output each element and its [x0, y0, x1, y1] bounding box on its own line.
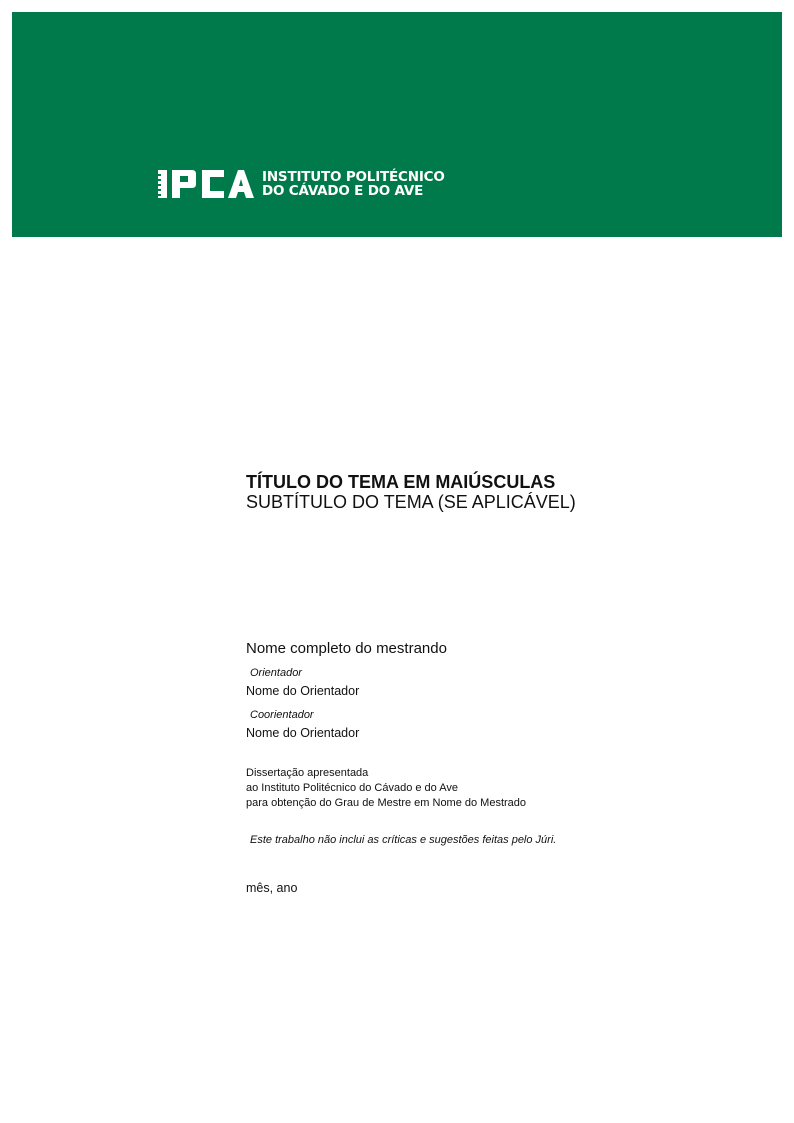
date: mês, ano	[246, 881, 298, 895]
student-name: Nome completo do mestrando	[246, 640, 447, 657]
thesis-subtitle: SUBTÍTULO DO TEMA (SE APLICÁVEL)	[246, 492, 576, 512]
advisor-label: Orientador	[250, 667, 302, 679]
dissertation-line-3: para obtenção do Grau de Mestre em Nome do Mestrado	[246, 797, 527, 809]
coadvisor-name: Nome do Orientador	[246, 726, 360, 740]
title-block	[246, 472, 576, 512]
institution-name-line2: DO CÁVADO E DO AVE	[262, 183, 424, 199]
jury-note: Este trabalho não inclui as críticas e sugestões feitas pelo Júri.	[250, 834, 557, 846]
advisor-name: Nome do Orientador	[246, 684, 360, 698]
institution-name	[262, 170, 445, 198]
dissertation-line-1: Dissertação apresentada	[246, 767, 369, 779]
ipca-logo	[158, 168, 445, 200]
header-band	[12, 12, 782, 237]
coadvisor-label: Coorientador	[250, 709, 314, 721]
institution-name-line1: INSTITUTO POLITÉCNICO	[262, 169, 445, 185]
thesis-title: TÍTULO DO TEMA EM MAIÚSCULAS	[246, 472, 556, 492]
ipca-logo-mark-icon	[158, 168, 254, 200]
dissertation-line-2: ao Instituto Politécnico do Cávado e do Ave	[246, 782, 458, 794]
